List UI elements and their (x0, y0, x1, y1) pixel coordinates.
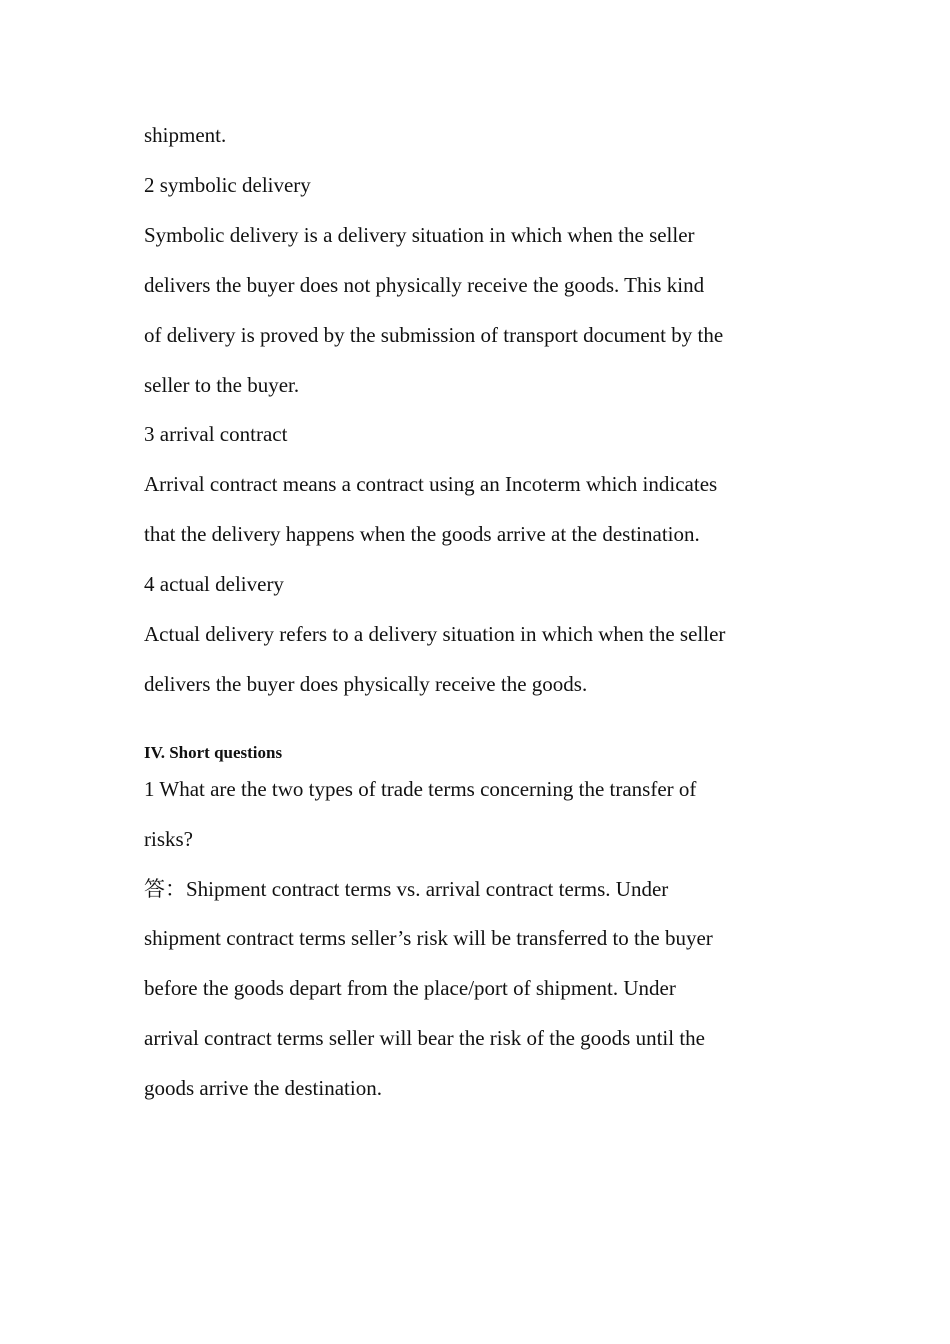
term-heading-symbolic-delivery: 2 symbolic delivery (144, 173, 311, 197)
question-line: 1 What are the two types of trade terms concerning the transfer of (144, 777, 697, 801)
text-line: shipment. (144, 123, 227, 147)
text-line: Arrival contract means a contract using an Incoterm which indicates (144, 472, 718, 496)
text-line: seller to the buyer. (144, 373, 300, 397)
text-line: that the delivery happens when the goods arrive at the destination. (144, 522, 700, 546)
answer-line: goods arrive the destination. (144, 1076, 382, 1100)
section-heading: IV. Short questions (144, 743, 283, 762)
text-line: of delivery is proved by the submission of transport document by the (144, 323, 724, 347)
answer-line: 答：Shipment contract terms vs. arrival contract terms. Under (144, 877, 669, 901)
text-line: delivers the buyer does not physically receive the goods. This kind (144, 273, 705, 297)
term-heading-arrival-contract: 3 arrival contract (144, 422, 288, 446)
term-heading-actual-delivery: 4 actual delivery (144, 572, 284, 596)
answer-line: arrival contract terms seller will bear the risk of the goods until the (144, 1026, 705, 1050)
answer-line: before the goods depart from the place/port of shipment. Under (144, 976, 676, 1000)
answer-line: shipment contract terms seller’s risk will be transferred to the buyer (144, 926, 713, 950)
text-line: Actual delivery refers to a delivery situation in which when the seller (144, 622, 726, 646)
text-line: delivers the buyer does physically receive the goods. (144, 672, 588, 696)
question-line: risks? (144, 827, 193, 851)
text-line: Symbolic delivery is a delivery situation in which when the seller (144, 223, 695, 247)
